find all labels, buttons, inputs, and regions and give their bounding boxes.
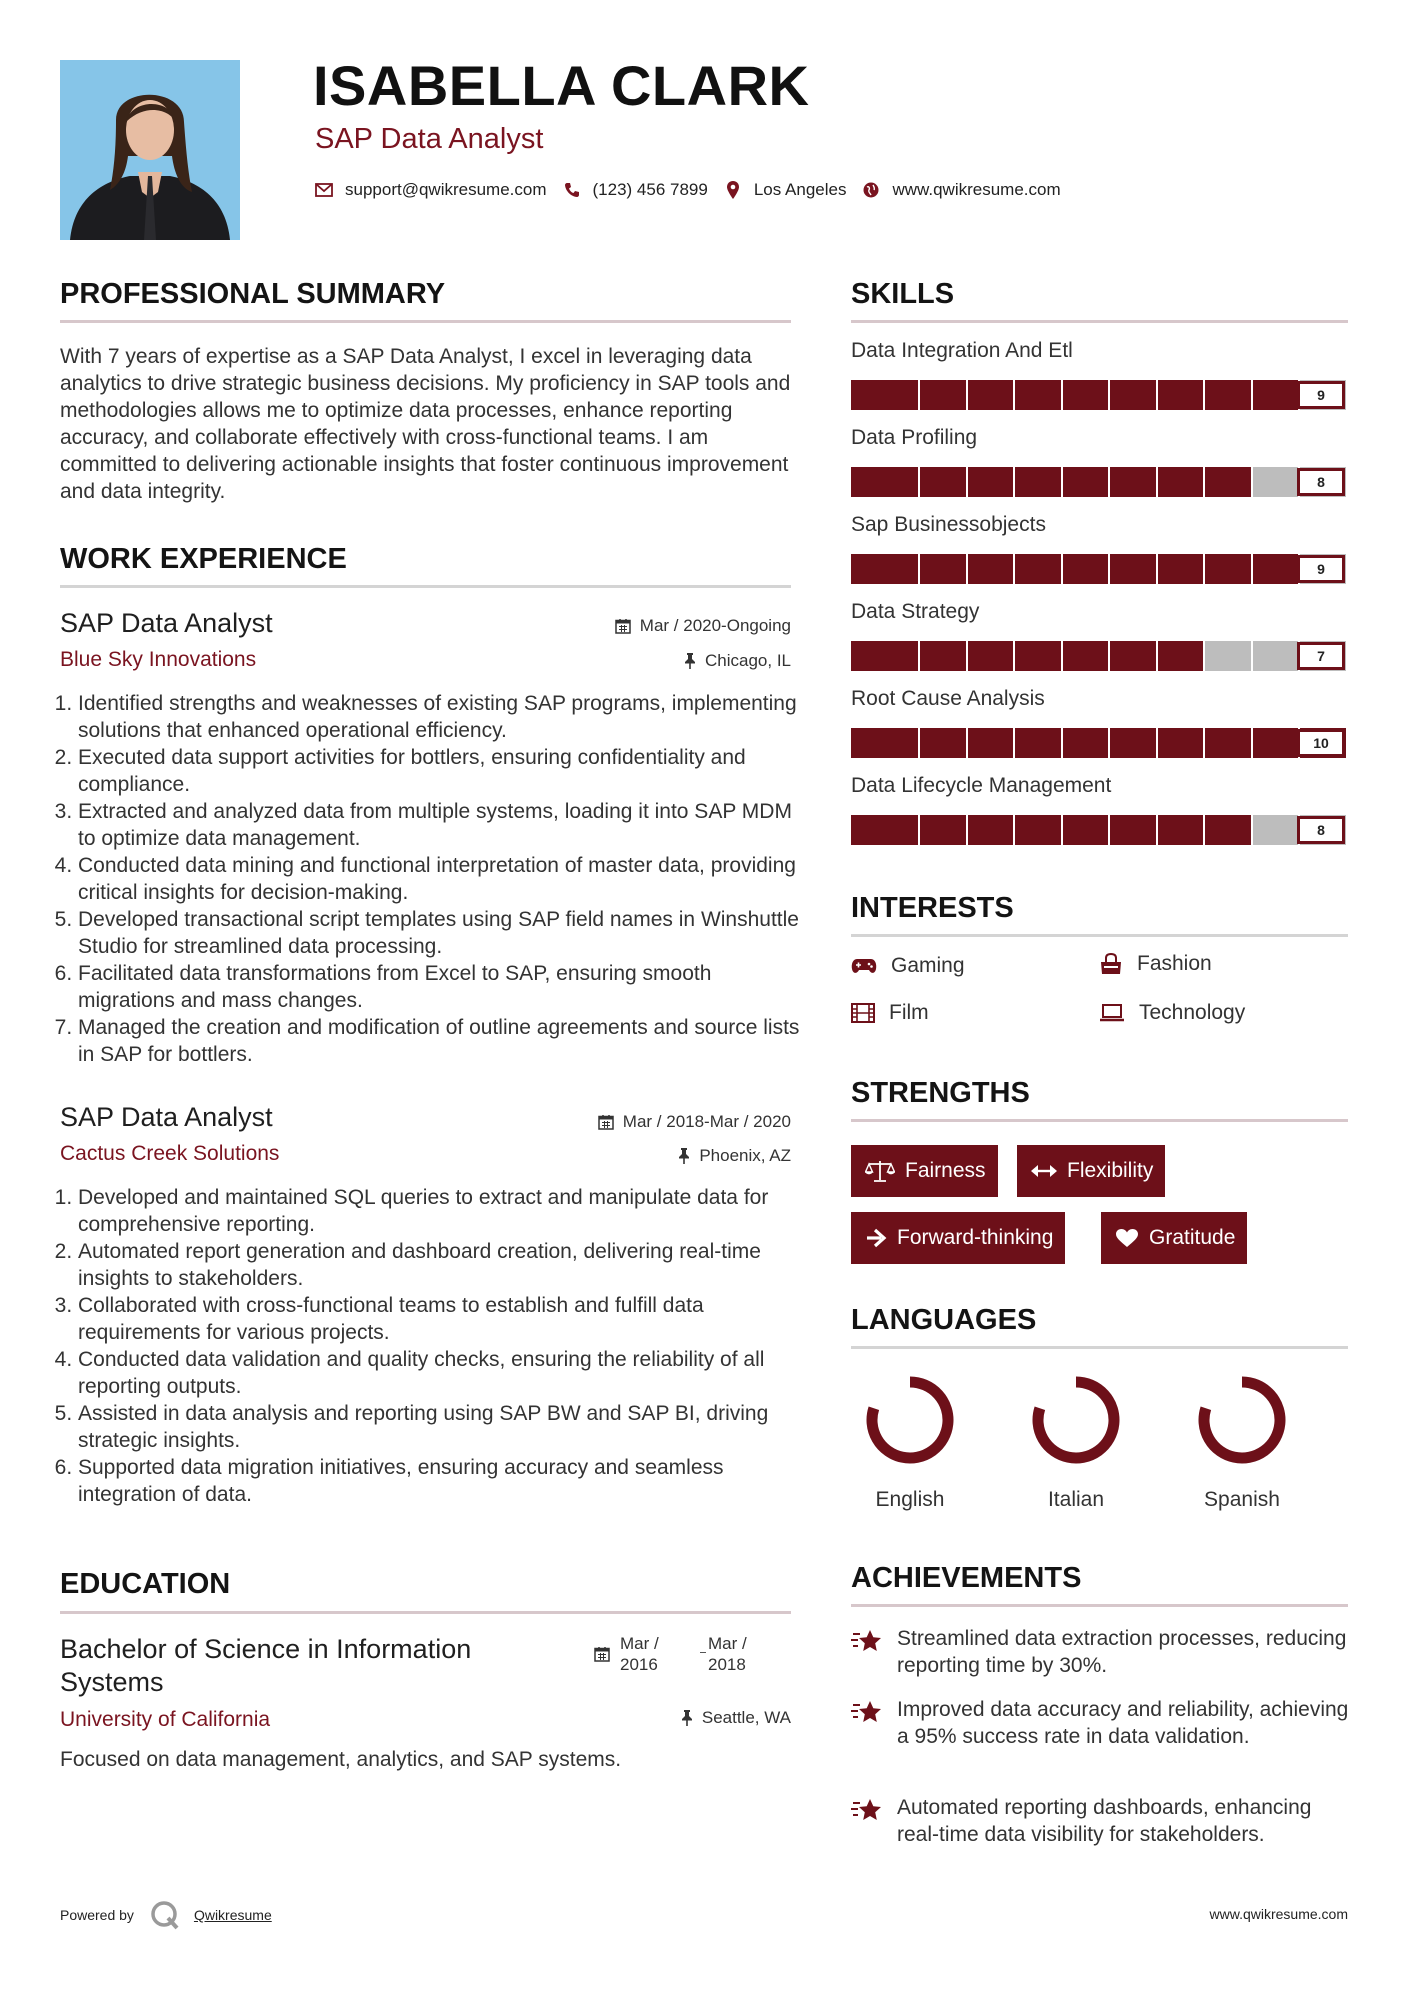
skill-segment-filled xyxy=(1253,728,1301,758)
interest-label: Film xyxy=(889,1001,929,1024)
degree-title: Bachelor of Science in Information Systems xyxy=(60,1634,472,1697)
education-end-date: Mar / 2018 xyxy=(708,1634,747,1674)
list-item: 1. Developed and maintained SQL queries to extract and manipulate data for comprehensive reporting. xyxy=(78,1184,813,1238)
strengths-divider xyxy=(851,1119,1348,1122)
skill-segment-filled xyxy=(1063,380,1111,410)
summary-text: With 7 years of expertise as a SAP Data Analyst, I excel in leveraging data analytics to drive strategic business decisions. My proficiency in SAP tools and methodologies allows me to optimize data processes, enhance reporting accuracy, and collaborate effectively with cross-functional teams. I am committed to delivering actionable insights that foster continuous improvement and data integrity. xyxy=(60,345,791,503)
interests-divider xyxy=(851,934,1348,937)
achievement-item xyxy=(851,1794,1351,1848)
contact-phone[interactable] xyxy=(561,180,708,200)
job-company: Blue Sky Innovations xyxy=(60,648,257,671)
skill-segment-filled xyxy=(1063,467,1111,497)
job-location-text: Chicago, IL xyxy=(705,651,791,670)
list-item: 3. Extracted and analyzed data from multiple systems, loading it into SAP MDM to optimize data management. xyxy=(78,798,813,852)
job-dates-text: Mar / 2020-Ongoing xyxy=(639,616,791,635)
pushpin-icon xyxy=(681,1710,693,1726)
film-icon xyxy=(851,1003,875,1023)
skill-segment-filled xyxy=(920,815,968,845)
calendar-icon xyxy=(615,618,631,634)
strengths-heading: STRENGTHS xyxy=(851,1077,1030,1109)
language-level-ring xyxy=(872,1382,948,1458)
language-label: Spanish xyxy=(1204,1488,1280,1511)
skill-level-bar xyxy=(851,815,1348,845)
strength-label: Gratitude xyxy=(1149,1226,1236,1249)
gamepad-icon xyxy=(851,957,877,975)
job-title: SAP Data Analyst xyxy=(60,608,273,638)
balance-scale-icon xyxy=(865,1160,895,1182)
skill-segment-filled xyxy=(1110,641,1158,671)
skill-level-bar xyxy=(851,554,1348,584)
footer-powered-by xyxy=(60,1900,272,1930)
skill-segment-filled xyxy=(1205,815,1253,845)
interest-item-film xyxy=(851,1001,929,1025)
summary-heading: PROFESSIONAL SUMMARY xyxy=(60,278,446,310)
skill-level-bar xyxy=(851,380,1348,410)
calendar-icon xyxy=(594,1646,610,1667)
list-item: 7. Managed the creation and modification of outline agreements and source lists in SAP for bottlers. xyxy=(78,1014,813,1068)
interest-label: Gaming xyxy=(891,954,965,977)
achievement-text: Improved data accuracy and reliability, achieving a 95% success rate in data validation. xyxy=(897,1698,1349,1748)
list-item: 5. Developed transactional script templates using SAP field names in Winshuttle Studio for streamlined data processing. xyxy=(78,906,813,960)
skill-segment-filled xyxy=(1205,467,1253,497)
skill-score-badge: 9 xyxy=(1297,381,1345,409)
skill-segment-filled xyxy=(851,641,920,671)
contact-location xyxy=(722,180,847,200)
strength-chip-flexibility xyxy=(1017,1145,1165,1197)
skill-segment-filled xyxy=(1063,728,1111,758)
contact-website-text: www.qwikresume.com xyxy=(892,180,1061,199)
powered-by-text: Powered by xyxy=(60,1907,134,1923)
skill-segment-filled xyxy=(1158,728,1206,758)
candidate-name: ISABELLA CLARK xyxy=(313,54,810,117)
skill-segment-filled xyxy=(1110,467,1158,497)
contact-bar xyxy=(313,178,1075,202)
skill-segment-filled xyxy=(1205,728,1253,758)
contact-website[interactable] xyxy=(860,180,1060,200)
education-location xyxy=(681,1708,791,1728)
skill-segment-empty xyxy=(1253,815,1301,845)
skill-segment-filled xyxy=(1015,467,1063,497)
skill-segment-filled xyxy=(968,728,1016,758)
heart-icon xyxy=(1115,1228,1139,1248)
experience-divider xyxy=(60,585,791,588)
skill-segment-filled xyxy=(1205,380,1253,410)
shopping-bag-icon xyxy=(1099,953,1123,975)
skill-segment-filled xyxy=(1015,641,1063,671)
summary-divider xyxy=(60,320,791,323)
list-item: 5. Assisted in data analysis and reporting using SAP BW and SAP BI, driving strategic insights. xyxy=(78,1400,813,1454)
skill-segment-filled xyxy=(920,728,968,758)
job-dates-text: Mar / 2018-Mar / 2020 xyxy=(622,1112,791,1131)
strength-label: Fairness xyxy=(905,1159,986,1182)
strength-chip-fairness xyxy=(851,1145,998,1197)
star-icon xyxy=(851,1794,897,1848)
skill-segment-filled xyxy=(851,467,920,497)
skills-heading: SKILLS xyxy=(851,278,955,310)
skill-segment-filled xyxy=(1253,554,1301,584)
interest-item-fashion xyxy=(1099,952,1212,976)
interest-item-gaming xyxy=(851,954,965,978)
skills-list xyxy=(851,340,1351,860)
skill-label: Data Profiling xyxy=(851,426,978,449)
skill-level-bar xyxy=(851,728,1348,758)
job-dates xyxy=(598,1112,791,1132)
phone-icon xyxy=(561,180,583,200)
language-level-ring xyxy=(1204,1382,1280,1458)
languages-heading: LANGUAGES xyxy=(851,1304,1037,1336)
skill-segment-empty xyxy=(1253,467,1301,497)
skill-segment-empty xyxy=(1253,641,1301,671)
language-label: Italian xyxy=(1047,1488,1105,1511)
list-item: 6. Facilitated data transformations from Excel to SAP, ensuring smooth migrations and mass changes. xyxy=(78,960,813,1014)
skill-score-badge: 9 xyxy=(1297,555,1345,583)
job-location xyxy=(684,651,791,671)
list-item: 6. Supported data migration initiatives, ensuring accuracy and seamless integration of data. xyxy=(78,1454,813,1508)
skill-label: Data Lifecycle Management xyxy=(851,774,1112,797)
skill-segment-empty xyxy=(1205,641,1253,671)
education-heading: EDUCATION xyxy=(60,1568,231,1600)
list-item: 2. Executed data support activities for bottlers, ensuring confidentiality and compliance. xyxy=(78,744,813,798)
profile-photo xyxy=(60,60,240,240)
job-duties-list xyxy=(60,1184,813,1508)
skill-segment-filled xyxy=(1015,380,1063,410)
skill-segment-filled xyxy=(1110,815,1158,845)
interest-label: Fashion xyxy=(1137,952,1212,975)
skill-segment-filled xyxy=(1015,728,1063,758)
skill-segment-filled xyxy=(1110,554,1158,584)
job-duties-list xyxy=(60,690,813,1068)
skill-segment-filled xyxy=(1063,815,1111,845)
job-dates xyxy=(615,616,791,636)
skill-label: Sap Businessobjects xyxy=(851,513,1046,536)
skill-score-badge: 10 xyxy=(1297,729,1345,757)
skill-segment-filled xyxy=(920,554,968,584)
list-item: 2. Automated report generation and dashboard creation, delivering real-time insights to stakeholders. xyxy=(78,1238,813,1292)
school-name: University of California xyxy=(60,1708,271,1731)
skill-segment-filled xyxy=(920,380,968,410)
skill-segment-filled xyxy=(1063,554,1111,584)
star-icon xyxy=(851,1625,897,1679)
skill-segment-filled xyxy=(851,815,920,845)
skills-divider xyxy=(851,320,1348,323)
skill-label: Data Integration And Etl xyxy=(851,339,1073,362)
interest-label: Technology xyxy=(1139,1001,1246,1024)
languages-divider xyxy=(851,1346,1348,1349)
achievements-divider xyxy=(851,1604,1348,1607)
education-location-text: Seattle, WA xyxy=(701,1708,791,1727)
list-item: 3. Collaborated with cross-functional teams to establish and fulfill data requirements for various projects. xyxy=(78,1292,813,1346)
arrow-right-icon xyxy=(865,1228,887,1248)
skill-score-badge: 8 xyxy=(1297,468,1345,496)
pushpin-icon xyxy=(678,1148,690,1164)
achievements-heading: ACHIEVEMENTS xyxy=(851,1562,1082,1594)
achievement-item xyxy=(851,1625,1351,1679)
laptop-icon xyxy=(1099,1004,1125,1022)
job-location xyxy=(678,1146,791,1166)
skill-segment-filled xyxy=(1158,815,1206,845)
contact-phone-text: (123) 456 7899 xyxy=(592,180,708,199)
language-ring-chart xyxy=(851,1370,1351,1480)
arrows-horizontal-icon xyxy=(1031,1164,1057,1178)
strength-chip-forward-thinking xyxy=(851,1212,1065,1264)
footer-website[interactable]: www.qwikresume.com xyxy=(1209,1906,1348,1922)
experience-heading: WORK EXPERIENCE xyxy=(60,543,347,575)
job-title: SAP Data Analyst xyxy=(60,1102,273,1132)
qwikresume-link[interactable]: Qwikresume xyxy=(193,1907,272,1923)
achievement-item xyxy=(851,1696,1351,1750)
skill-segment-filled xyxy=(968,554,1016,584)
job-company: Cactus Creek Solutions xyxy=(60,1142,280,1165)
skill-segment-filled xyxy=(920,641,968,671)
list-item: 1. Identified strengths and weaknesses of existing SAP programs, implementing solutions that enhanced operational efficiency. xyxy=(78,690,813,744)
qwikresume-logo-icon xyxy=(150,1900,180,1930)
education-divider xyxy=(60,1611,791,1614)
skill-segment-filled xyxy=(1158,641,1206,671)
skill-segment-filled xyxy=(1158,380,1206,410)
skill-segment-filled xyxy=(1158,467,1206,497)
skill-segment-filled xyxy=(968,641,1016,671)
skill-level-bar xyxy=(851,641,1348,671)
language-label: English xyxy=(875,1488,945,1511)
skill-segment-filled xyxy=(920,467,968,497)
skill-label: Data Strategy xyxy=(851,600,980,623)
envelope-icon xyxy=(313,180,335,200)
calendar-icon xyxy=(598,1114,614,1130)
strength-label: Flexibility xyxy=(1067,1159,1154,1182)
candidate-title: SAP Data Analyst xyxy=(315,123,544,155)
strength-chip-gratitude xyxy=(1101,1212,1247,1264)
list-item: 4. Conducted data mining and functional interpretation of master data, providing critical insights for decision-making. xyxy=(78,852,813,906)
skill-level-bar xyxy=(851,467,1348,497)
education-description: Focused on data management, analytics, and SAP systems. xyxy=(60,1748,622,1771)
skill-segment-filled xyxy=(1015,815,1063,845)
skill-segment-filled xyxy=(1253,380,1301,410)
skill-score-badge: 8 xyxy=(1297,816,1345,844)
strength-label: Forward-thinking xyxy=(897,1226,1054,1249)
skill-score-badge: 7 xyxy=(1297,642,1345,670)
person-photo-icon xyxy=(60,60,240,240)
education-start-date: Mar / 2016 xyxy=(620,1634,659,1674)
interests-heading: INTERESTS xyxy=(851,892,1014,924)
skill-segment-filled xyxy=(968,380,1016,410)
skill-segment-filled xyxy=(851,728,920,758)
list-item: 4. Conducted data validation and quality checks, ensuring the reliability of all reporting outputs. xyxy=(78,1346,813,1400)
contact-email[interactable] xyxy=(313,180,547,200)
skill-segment-filled xyxy=(851,554,920,584)
skill-segment-filled xyxy=(851,380,920,410)
skill-segment-filled xyxy=(1158,554,1206,584)
star-icon xyxy=(851,1696,897,1750)
contact-email-text: support@qwikresume.com xyxy=(345,180,547,199)
language-level-ring xyxy=(1038,1382,1114,1458)
skill-segment-filled xyxy=(968,467,1016,497)
pushpin-icon xyxy=(684,653,696,669)
job-location-text: Phoenix, AZ xyxy=(699,1146,791,1165)
achievement-text: Automated reporting dashboards, enhancing real-time data visibility for stakeholders. xyxy=(897,1796,1312,1846)
date-separator xyxy=(700,1652,706,1653)
skill-segment-filled xyxy=(968,815,1016,845)
map-pin-icon xyxy=(722,180,744,200)
skill-segment-filled xyxy=(1015,554,1063,584)
skill-label: Root Cause Analysis xyxy=(851,687,1045,710)
interest-item-technology xyxy=(1099,1001,1245,1025)
skill-segment-filled xyxy=(1110,380,1158,410)
contact-location-text: Los Angeles xyxy=(753,180,847,199)
globe-icon xyxy=(860,180,882,200)
achievement-text: Streamlined data extraction processes, reducing reporting time by 30%. xyxy=(897,1627,1347,1677)
skill-segment-filled xyxy=(1110,728,1158,758)
skill-segment-filled xyxy=(1205,554,1253,584)
skill-segment-filled xyxy=(1063,641,1111,671)
